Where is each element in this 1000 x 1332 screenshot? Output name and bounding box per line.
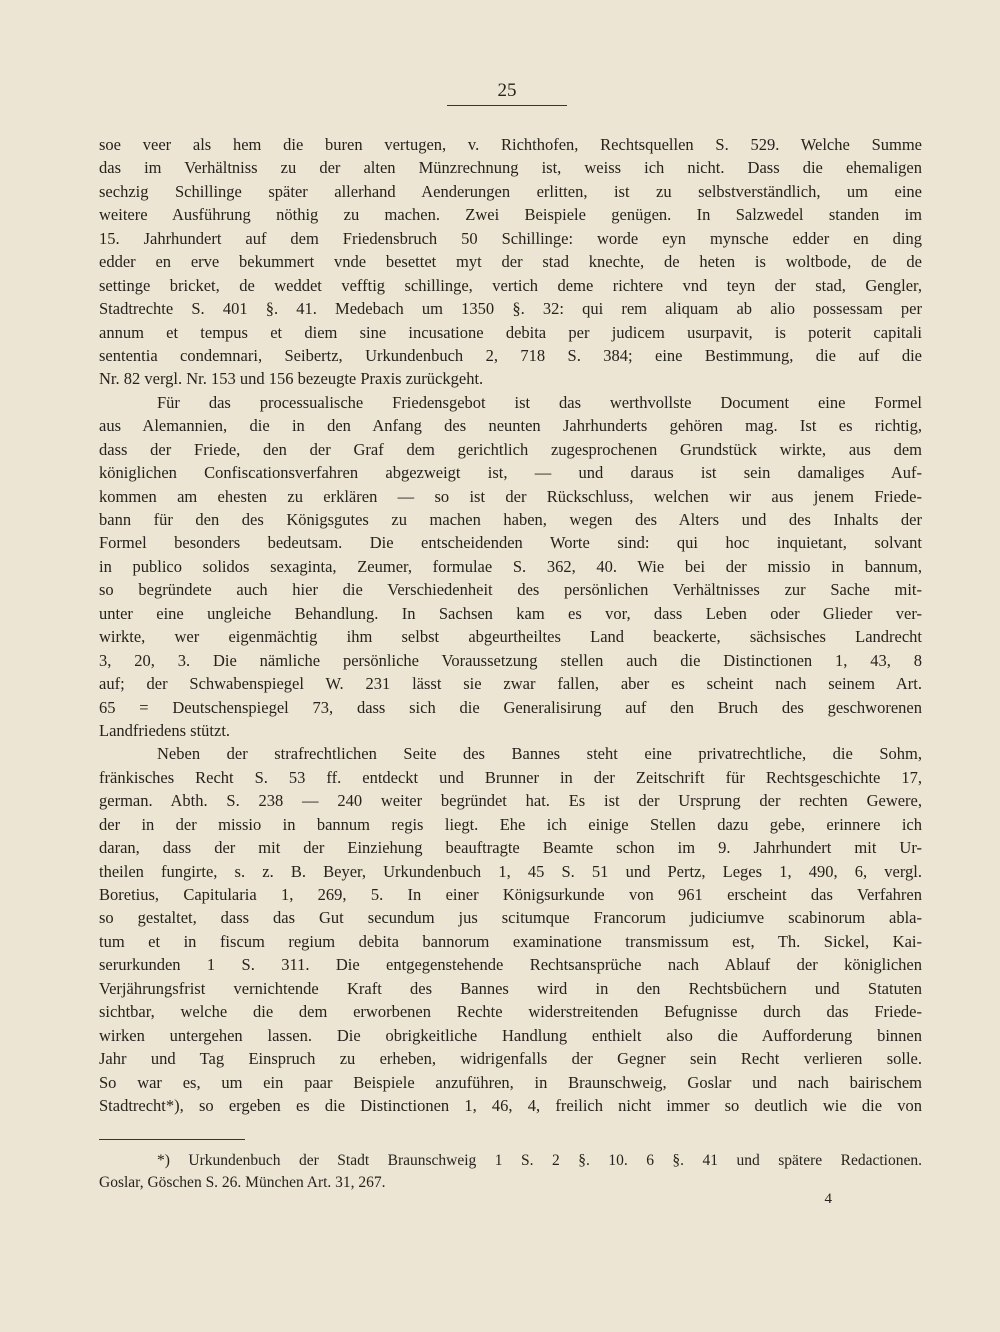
text-line: so begründete auch hier die Verschiedenheit des persönlichen Verhältnisses zur Sache mit- [99,580,922,600]
text-line: serurkunden 1 S. 311. Die entgegenstehende Rechtsansprüche nach Ablauf der königlichen [99,955,922,975]
text-line: wirkte, wer eigenmächtig ihm selbst abgeurtheiltes Land beackerte, sächsisches Landrecht [99,627,922,647]
text-line: sententia condemnari, Seibertz, Urkundenbuch 2, 718 S. 384; eine Bestimmung, die auf die [99,345,922,365]
text-line: settinge bricket, de weddet vefftig schillinge, vertich deme richtere vnd teyn der stad, Gengler, [99,275,922,295]
footnote-line: Goslar, Göschen S. 26. München Art. 31, 267. [99,1174,386,1191]
text-line: der in der missio in bannum regis liegt. Ehe ich einige Stellen dazu gebe, erinnere ich [99,814,922,834]
text-line: Stadtrechte S. 401 §. 41. Medebach um 1350 §. 32: qui rem aliquam ab alio possessam per [99,299,922,319]
footnote-rule [99,1139,245,1140]
text-line: 3, 20, 3. Die nämliche persönliche Voraussetzung stellen auch die Distinctionen 1, 43, 8 [99,650,922,670]
text-line: theilen fungirte, s. z. B. Beyer, Urkundenbuch 1, 45 S. 51 und Pertz, Leges 1, 490, 6, vergl. [99,861,922,881]
text-line: sichtbar, welche die dem erworbenen Rechte widerstreitenden Befugnisse durch das Friede- [99,1002,922,1022]
text-line: kommen am ehesten zu erklären — so ist der Rückschluss, welchen wir aus jenem Friede- [99,486,922,506]
text-line: auf; der Schwabenspiegel W. 231 lässt sie zwar fallen, aber es scheint nach seinem Art. [99,674,922,694]
text-line: königlichen Confiscationsverfahren abgezweigt ist, — und daraus ist sein damaliges Auf- [99,463,922,483]
text-line: das im Verhältniss zu der alten Münzrechnung ist, weiss ich nicht. Dass die ehemaligen [99,158,922,178]
text-line: Für das processualische Friedensgebot ist das werthvollste Document eine Formel [157,392,922,412]
text-line: edder en erve bekummert vnde besettet myt der stad knechte, de heten is woltbode, de de [99,252,922,272]
text-line: annum et tempus et diem sine incusatione debita per judicem usurpavit, is poterit capitali [99,322,922,342]
text-line: in publico solidos sexaginta, Zeumer, formulae S. 362, 40. Wie bei der missio in bannum, [99,556,922,576]
page-number: 25 [447,80,567,106]
text-line: soe veer als hem die buren vertugen, v. Richthofen, Rechtsquellen S. 529. Welche Summe [99,135,922,154]
text-line: fränkisches Recht S. 53 ff. entdeckt und Brunner in der Zeitschrift für Rechtsgeschichte 17, [99,767,922,787]
text-line: tum et in fiscum regium debita bannorum examinatione transmissum est, Th. Sickel, Kai- [99,931,922,951]
text-line: dass der Friede, den der Graf dem gerichtlich zugesprochenen Grundstück wirkte, aus dem [99,439,922,459]
footnote [99,1150,922,1194]
text-line: Nr. 82 vergl. Nr. 153 und 156 bezeugte Praxis zurückgeht. [99,369,484,389]
text-line: Landfriedens stützt. [99,720,231,740]
text-line: sechzig Schillinge später allerhand Aenderungen erlitten, ist zu selbstverständlich, um eine [99,181,922,201]
text-line: wirken untergehen lassen. Die obrigkeitliche Handlung enthielt also die Aufforderung binnen [99,1025,922,1045]
text-line: 15. Jahrhundert auf dem Friedensbruch 50 Schillinge: worde eyn mynsche edder en ding [99,228,922,248]
text-line: daran, dass der mit der Einziehung beauftragte Beamte schon im 9. Jahrhundert mit Ur- [99,838,922,858]
text-line: bann für den des Königsgutes zu machen haben, wegen des Alters und des Inhalts der [99,510,922,529]
text-line: Neben der strafrechtlichen Seite des Bannes steht eine privatrechtliche, die Sohm, [157,744,922,764]
signature-mark: 4 [824,1191,832,1207]
text-line: Verjährungsfrist vernichtende Kraft des Bannes wird in den Rechtsbüchern und Statuten [99,978,922,998]
text-line: weitere Ausführung nöthig zu machen. Zwei Beispiele genügen. In Salzwedel standen im [99,205,922,225]
text-line: So war es, um ein paar Beispiele anzuführen, in Braunschweig, Goslar und nach bairischem [99,1072,922,1092]
text-line: Jahr und Tag Einspruch zu erheben, widrigenfalls der Gegner sein Recht verlieren solle. [99,1049,922,1069]
text-line: Formel besonders bedeutsam. Die entscheidenden Worte sind: qui hoc inquietant, solvant [99,533,922,553]
text-line: Stadtrecht*), so ergeben es die Distinctionen 1, 46, 4, freilich nicht immer so deutlich wie die von [99,1095,922,1115]
footnote-line: *) Urkundenbuch der Stadt Braunschweig 1 S. 2 §. 10. 6 §. 41 und spätere Redactionen. [157,1152,922,1169]
text-line: unter eine ungleiche Behandlung. In Sachsen kam es vor, dass Leben oder Glieder ver- [99,603,922,623]
text-line: german. Abth. S. 238 — 240 weiter begründet hat. Es ist der Ursprung der rechten Gewere, [99,791,922,811]
text-line: 65 = Deutschenspiegel 73, dass sich die Generalisirung auf den Bruch des geschworenen [99,697,922,717]
body-text [99,133,922,1117]
text-line: Boretius, Capitularia 1, 269, 5. In einer Königsurkunde von 961 erscheint das Verfahren [99,885,922,904]
text-line: so gestaltet, dass das Gut secundum jus scitumque Francorum judiciumve scabinorum abla- [99,908,922,928]
text-line: aus Alemannien, die in den Anfang des neunten Jahrhunderts gehören mag. Ist es richtig, [99,416,922,436]
